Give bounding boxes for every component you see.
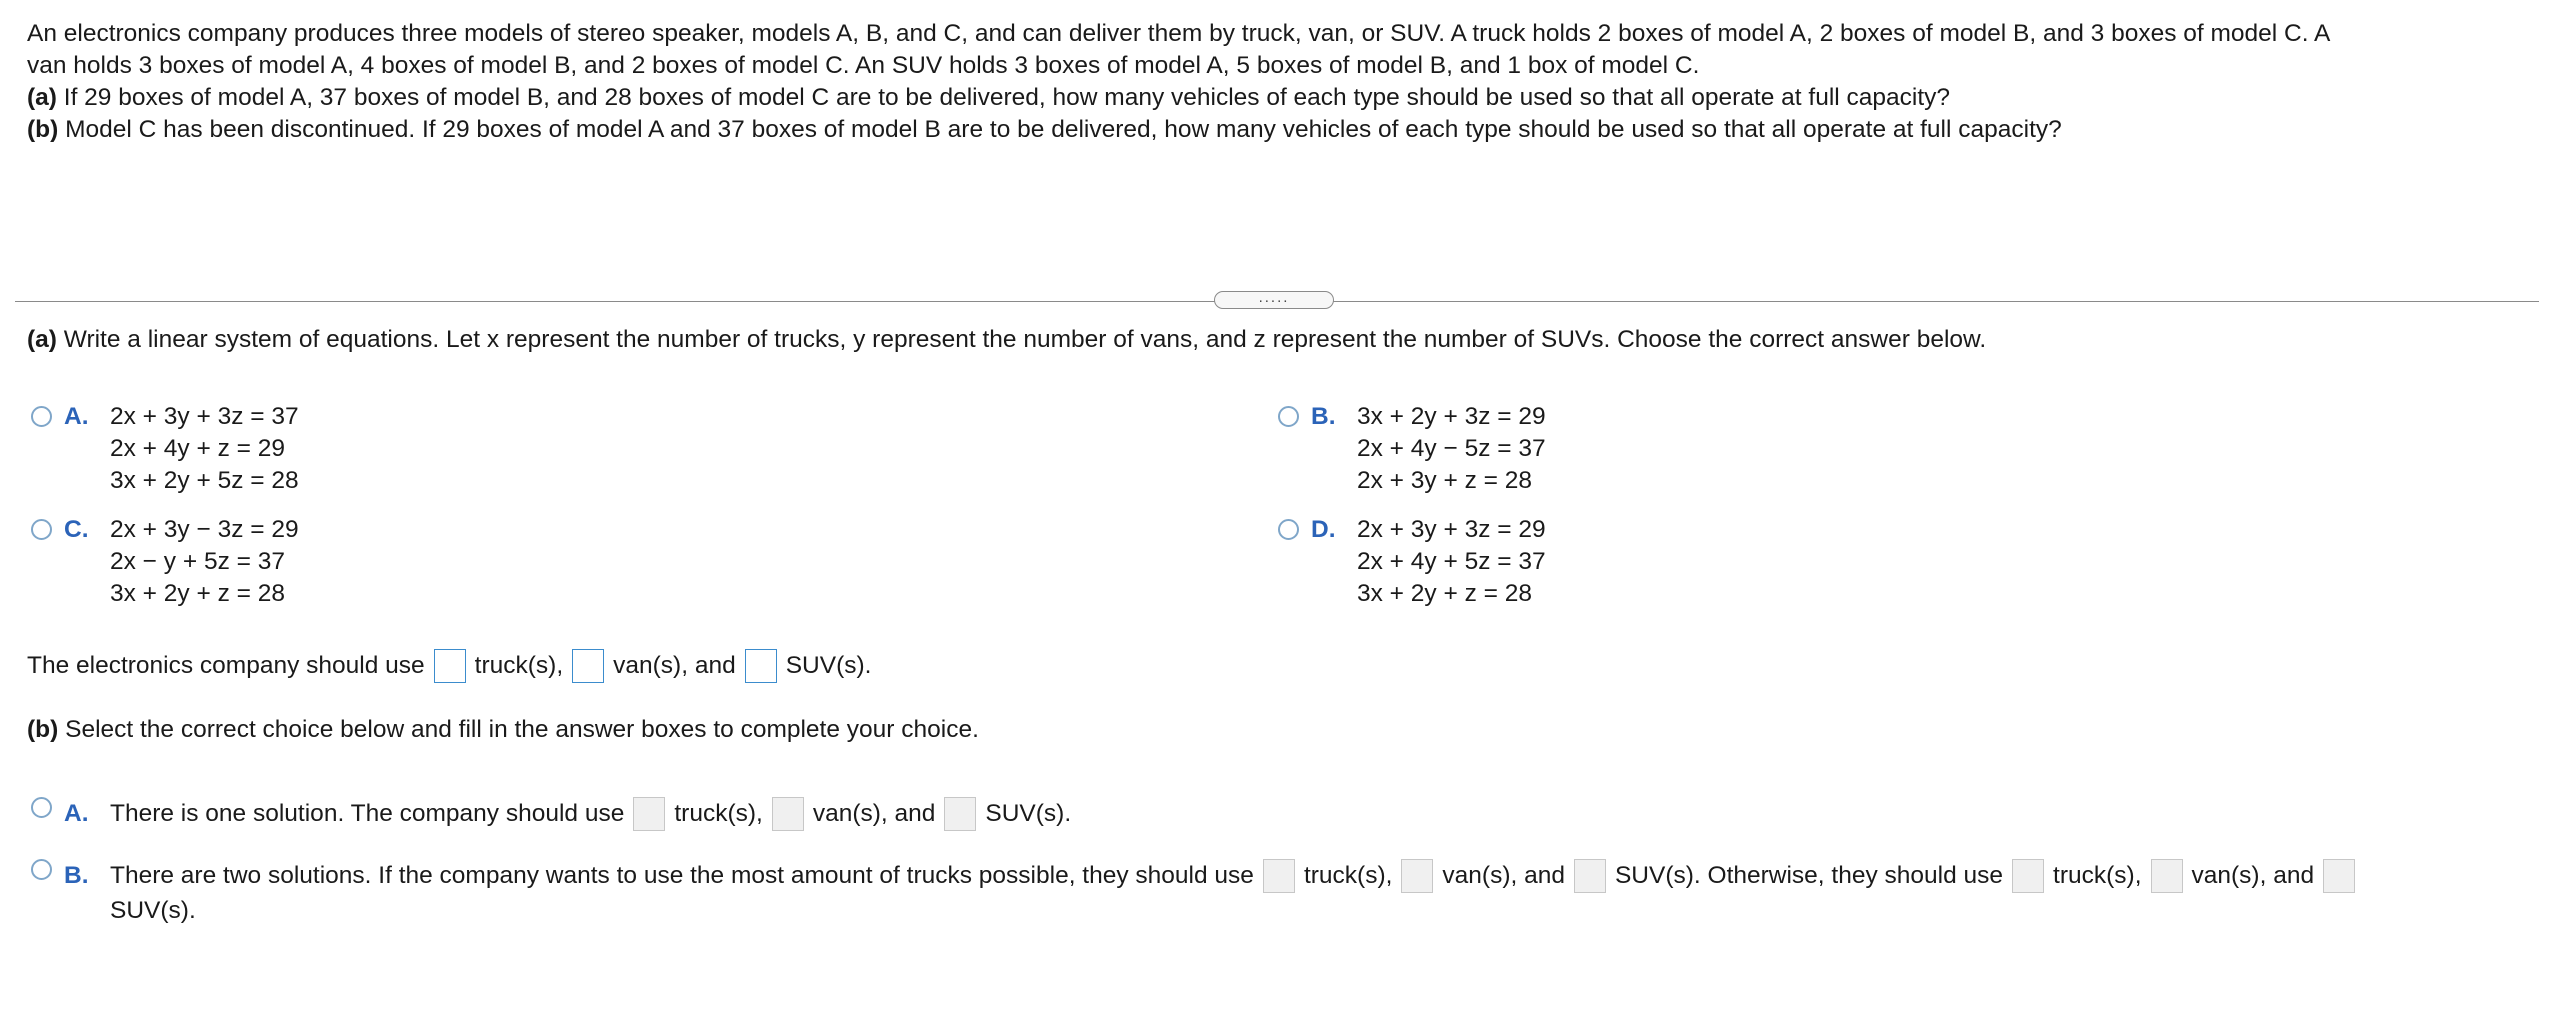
radio-icon[interactable] bbox=[1278, 519, 1299, 540]
problem-part-b-text: Model C has been discontinued. If 29 boxes of model A and 37 boxes of model B are to be delivered, how many vehicles of each type should be used so that all operate at full capacity? bbox=[58, 116, 2062, 143]
equation-system bbox=[110, 401, 299, 497]
max-suvs-input[interactable] bbox=[1574, 859, 1606, 893]
radio-icon[interactable] bbox=[1278, 406, 1299, 427]
suvs-input[interactable] bbox=[944, 797, 976, 831]
part-a-option-a[interactable] bbox=[31, 401, 299, 497]
max-vans-input[interactable] bbox=[1401, 859, 1433, 893]
part-b-option-a[interactable] bbox=[31, 795, 1071, 833]
equation: 3x + 2y + z = 28 bbox=[110, 580, 286, 607]
suvs-label: SUV(s). bbox=[985, 800, 1072, 827]
equation: 2x + 3y + 3z = 37 bbox=[110, 403, 299, 430]
suvs-label: SUV(s). bbox=[785, 652, 872, 679]
trucks-label: truck(s), bbox=[1303, 862, 1393, 889]
part-b-option-b[interactable] bbox=[31, 857, 2364, 927]
vans-input[interactable] bbox=[572, 649, 604, 683]
equation: 2x + 3y + 3z = 29 bbox=[1357, 516, 1546, 543]
part-a-option-c[interactable] bbox=[31, 514, 299, 610]
max-trucks-input[interactable] bbox=[1263, 859, 1295, 893]
part-a-option-b[interactable] bbox=[1278, 401, 1546, 497]
option-letter: A. bbox=[64, 403, 89, 430]
trucks-label: truck(s), bbox=[674, 800, 763, 827]
equation-system bbox=[110, 514, 299, 610]
part-b-instruction-text: Select the correct choice below and fill in the answer boxes to complete your choice. bbox=[58, 716, 979, 743]
part-a-option-d[interactable] bbox=[1278, 514, 1546, 610]
vans-label: van(s), and bbox=[1442, 862, 1565, 889]
trucks-input[interactable] bbox=[633, 797, 665, 831]
option-a-sentence bbox=[110, 795, 1071, 833]
equation-system bbox=[1357, 514, 1546, 610]
trucks-input[interactable] bbox=[434, 649, 466, 683]
other-vans-input[interactable] bbox=[2151, 859, 2183, 893]
answer-prefix: The electronics company should use bbox=[27, 652, 425, 679]
divider-toggle-button[interactable]: ..... bbox=[1214, 291, 1334, 309]
equation: 2x + 4y + 5z = 37 bbox=[1357, 548, 1546, 575]
other-suvs-input[interactable] bbox=[2323, 859, 2355, 893]
part-a-instruction-text: Write a linear system of equations. Let x represent the number of trucks, y represent the number of vans, and z represent the number of SUVs. Choose the correct answer below. bbox=[56, 326, 1987, 353]
problem-part-a bbox=[27, 82, 2527, 114]
option-a-prefix: There is one solution. The company should use bbox=[110, 800, 625, 827]
option-b-prefix: There are two solutions. If the company wants to use the most amount of trucks possible, they should use bbox=[110, 862, 1254, 889]
option-letter: B. bbox=[1311, 403, 1336, 430]
option-letter: C. bbox=[64, 516, 89, 543]
option-letter: D. bbox=[1311, 516, 1336, 543]
vans-input[interactable] bbox=[772, 797, 804, 831]
radio-icon[interactable] bbox=[31, 406, 52, 427]
trucks-label: truck(s), bbox=[474, 652, 564, 679]
radio-icon[interactable] bbox=[31, 797, 52, 818]
suvs-input[interactable] bbox=[745, 649, 777, 683]
part-b-instruction bbox=[27, 715, 979, 745]
problem-part-a-label: (a) bbox=[27, 84, 57, 111]
suvs-otherwise-label: SUV(s). Otherwise, they should use bbox=[1614, 862, 2004, 889]
other-trucks-input[interactable] bbox=[2012, 859, 2044, 893]
part-b-label: (b) bbox=[27, 716, 59, 743]
radio-icon[interactable] bbox=[31, 519, 52, 540]
option-b-sentence bbox=[110, 857, 2364, 927]
vans-label: van(s), and bbox=[613, 652, 736, 679]
equation: 2x + 4y + z = 29 bbox=[110, 435, 286, 462]
problem-part-b-label: (b) bbox=[27, 116, 59, 143]
option-letter: A. bbox=[64, 800, 89, 827]
equation: 2x + 3y + z = 28 bbox=[1357, 467, 1533, 494]
suvs-label: SUV(s). bbox=[110, 897, 196, 924]
problem-line-1: An electronics company produces three models of stereo speaker, models A, B, and C, and can deliver them by truck, van, or SUV. A truck holds 2 boxes of model A, 2 boxes of model B, and 3 boxes of model C. A bbox=[27, 20, 2331, 47]
equation: 3x + 2y + 3z = 29 bbox=[1357, 403, 1546, 430]
vans-label: van(s), and bbox=[812, 800, 936, 827]
equation: 2x + 3y − 3z = 29 bbox=[110, 516, 299, 543]
part-a-label: (a) bbox=[27, 326, 57, 353]
equation: 2x − y + 5z = 37 bbox=[110, 548, 286, 575]
part-a-answer-sentence bbox=[27, 647, 871, 685]
problem-line-2: van holds 3 boxes of model A, 4 boxes of model B, and 2 boxes of model C. An SUV holds 3 boxes of model A, 5 boxes of model B, and 1 box of model C. bbox=[27, 52, 1700, 79]
equation-system bbox=[1357, 401, 1546, 497]
part-a-instruction bbox=[27, 325, 1986, 355]
option-letter: B. bbox=[64, 862, 89, 889]
equation: 2x + 4y − 5z = 37 bbox=[1357, 435, 1546, 462]
problem-statement bbox=[27, 18, 2527, 146]
vans-label: van(s), and bbox=[2191, 862, 2315, 889]
equation: 3x + 2y + 5z = 28 bbox=[110, 467, 299, 494]
problem-part-a-text: If 29 boxes of model A, 37 boxes of model B, and 28 boxes of model C are to be delivered, how many vehicles of each type should be used so that all operate at full capacity? bbox=[56, 84, 1951, 111]
trucks-label: truck(s), bbox=[2053, 862, 2142, 889]
radio-icon[interactable] bbox=[31, 859, 52, 880]
equation: 3x + 2y + z = 28 bbox=[1357, 580, 1533, 607]
problem-part-b bbox=[27, 114, 2527, 146]
